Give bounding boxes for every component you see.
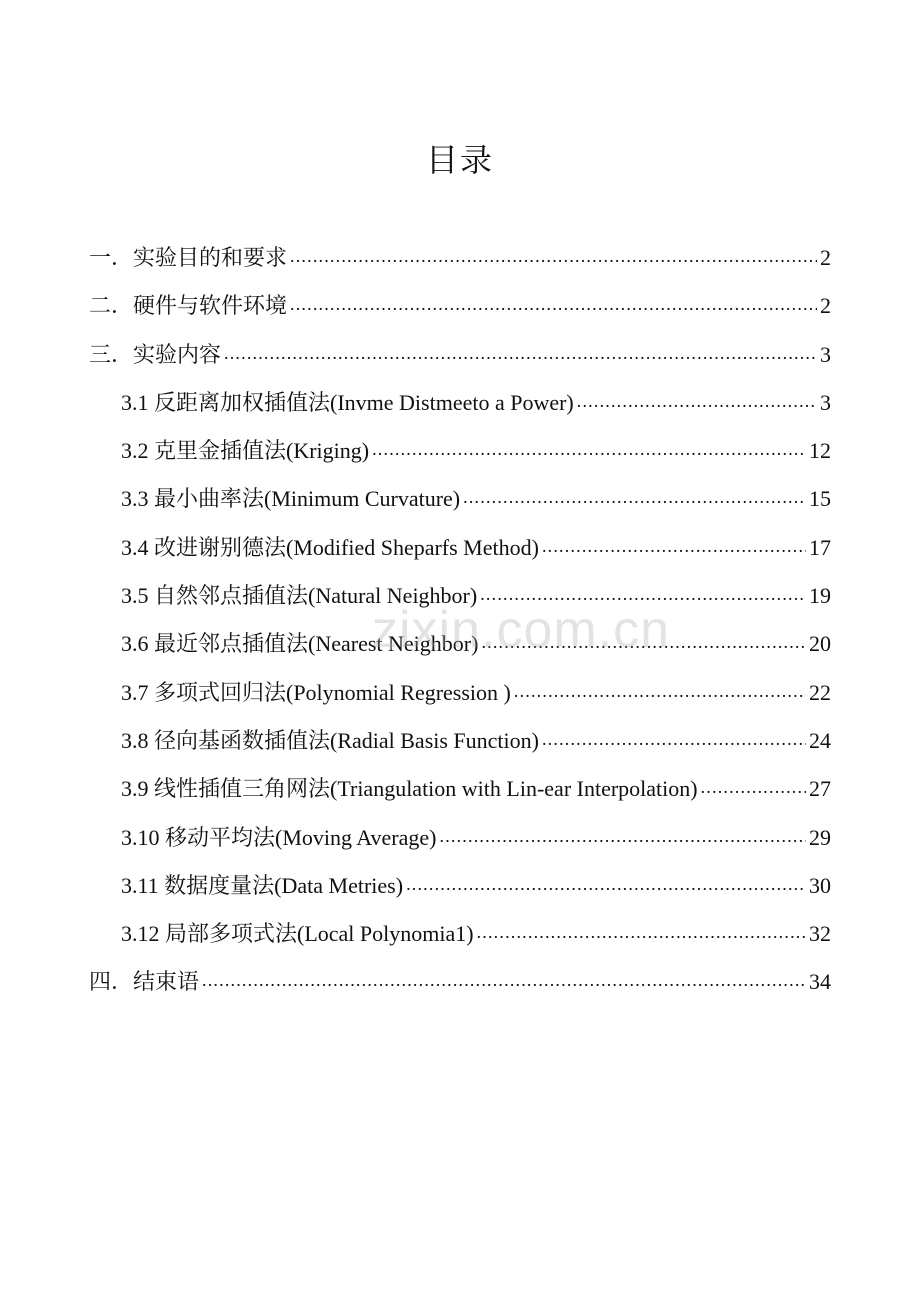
toc-entry-objectives[interactable]: [89, 234, 831, 282]
toc-page-number: 3: [820, 389, 831, 415]
page-title: 目录: [425, 141, 494, 179]
toc-entry-label: 三．实验内容: [89, 341, 222, 367]
toc-entry-3-5[interactable]: [89, 572, 831, 620]
toc-leader-dots: [477, 917, 806, 941]
toc-entry-label: 3.8 径向基函数插值法(Radial Basis Function): [121, 727, 539, 753]
toc-leader-dots: [463, 482, 806, 506]
toc-entry-3-9[interactable]: [89, 765, 831, 813]
toc-entry-3-12[interactable]: [89, 910, 831, 958]
toc-leader-dots: [542, 531, 806, 555]
toc-entry-conclusion[interactable]: [89, 958, 831, 1006]
toc-entry-label: 二．硬件与软件环境: [89, 293, 288, 319]
toc-leader-dots: [202, 965, 806, 989]
toc-page-number: 34: [809, 969, 831, 995]
toc-entry-label: 3.2 克里金插值法(Kriging): [121, 438, 370, 464]
toc-page-number: 32: [809, 921, 831, 947]
toc-leader-dots: [701, 772, 806, 796]
toc-entry-3-7[interactable]: [89, 669, 831, 717]
toc-entry-label: 3.3 最小曲率法(Minimum Curvature): [121, 486, 461, 512]
toc-entry-3-10[interactable]: [89, 814, 831, 862]
toc-leader-dots: [577, 386, 817, 410]
toc-leader-dots: [224, 338, 817, 362]
toc-page-number: 3: [820, 341, 831, 367]
toc-page-number: 2: [820, 245, 831, 270]
toc-page-number: 24: [809, 727, 831, 753]
toc-entry-content[interactable]: [89, 331, 831, 379]
toc-entry-label: 3.5 自然邻点插值法(Natural Neighbor): [121, 583, 478, 609]
toc-entry-3-2[interactable]: [89, 427, 831, 475]
toc-page-number: 15: [809, 486, 831, 512]
toc-leader-dots: [290, 241, 817, 265]
toc-entry-3-3[interactable]: [89, 475, 831, 523]
toc-entry-label: 四．结束语: [89, 969, 200, 995]
watermark: zixin.com.cn: [372, 601, 671, 659]
toc-leader-dots: [372, 434, 806, 458]
toc-page-number: 2: [820, 293, 831, 319]
toc-leader-dots: [481, 627, 806, 651]
toc-leader-dots: [480, 579, 806, 603]
toc-page-number: 20: [809, 631, 831, 657]
toc-leader-dots: [290, 289, 817, 313]
toc-page-number: 17: [809, 534, 831, 560]
table-of-contents: [89, 234, 831, 1007]
toc-page-number: 19: [809, 583, 831, 609]
toc-leader-dots: [406, 869, 806, 893]
toc-entry-label: 3.12 局部多项式法(Local Polynomia1): [121, 921, 474, 947]
toc-leader-dots: [440, 821, 807, 845]
toc-entry-3-11[interactable]: [89, 862, 831, 910]
toc-page-number: 30: [809, 872, 831, 898]
toc-entry-label: 一．实验目的和要求: [89, 245, 288, 270]
toc-entry-3-8[interactable]: [89, 717, 831, 765]
toc-leader-dots: [514, 676, 806, 700]
toc-page-number: 29: [809, 824, 831, 850]
toc-entry-label: 3.1 反距离加权插值法(Invme Distmeeto a Power): [121, 389, 574, 415]
toc-entry-3-4[interactable]: [89, 524, 831, 572]
toc-entry-label: 3.4 改进谢别德法(Modified Sheparfs Method): [121, 534, 539, 560]
toc-entry-label: 3.10 移动平均法(Moving Average): [121, 824, 437, 850]
toc-page-number: 12: [809, 438, 831, 464]
toc-page-number: 27: [809, 776, 831, 802]
toc-entry-label: 3.11 数据度量法(Data Metries): [121, 872, 404, 898]
toc-page-number: 22: [809, 679, 831, 705]
toc-entry-environment[interactable]: [89, 282, 831, 330]
toc-leader-dots: [542, 724, 806, 748]
toc-entry-3-1[interactable]: [89, 379, 831, 427]
toc-entry-label: 3.7 多项式回归法(Polynomial Regression ): [121, 679, 511, 705]
toc-entry-3-6[interactable]: [89, 620, 831, 668]
toc-entry-label: 3.9 线性插值三角网法(Triangulation with Lin-ear Interpolation): [121, 776, 698, 802]
toc-entry-label: 3.6 最近邻点插值法(Nearest Neighbor): [121, 631, 479, 657]
